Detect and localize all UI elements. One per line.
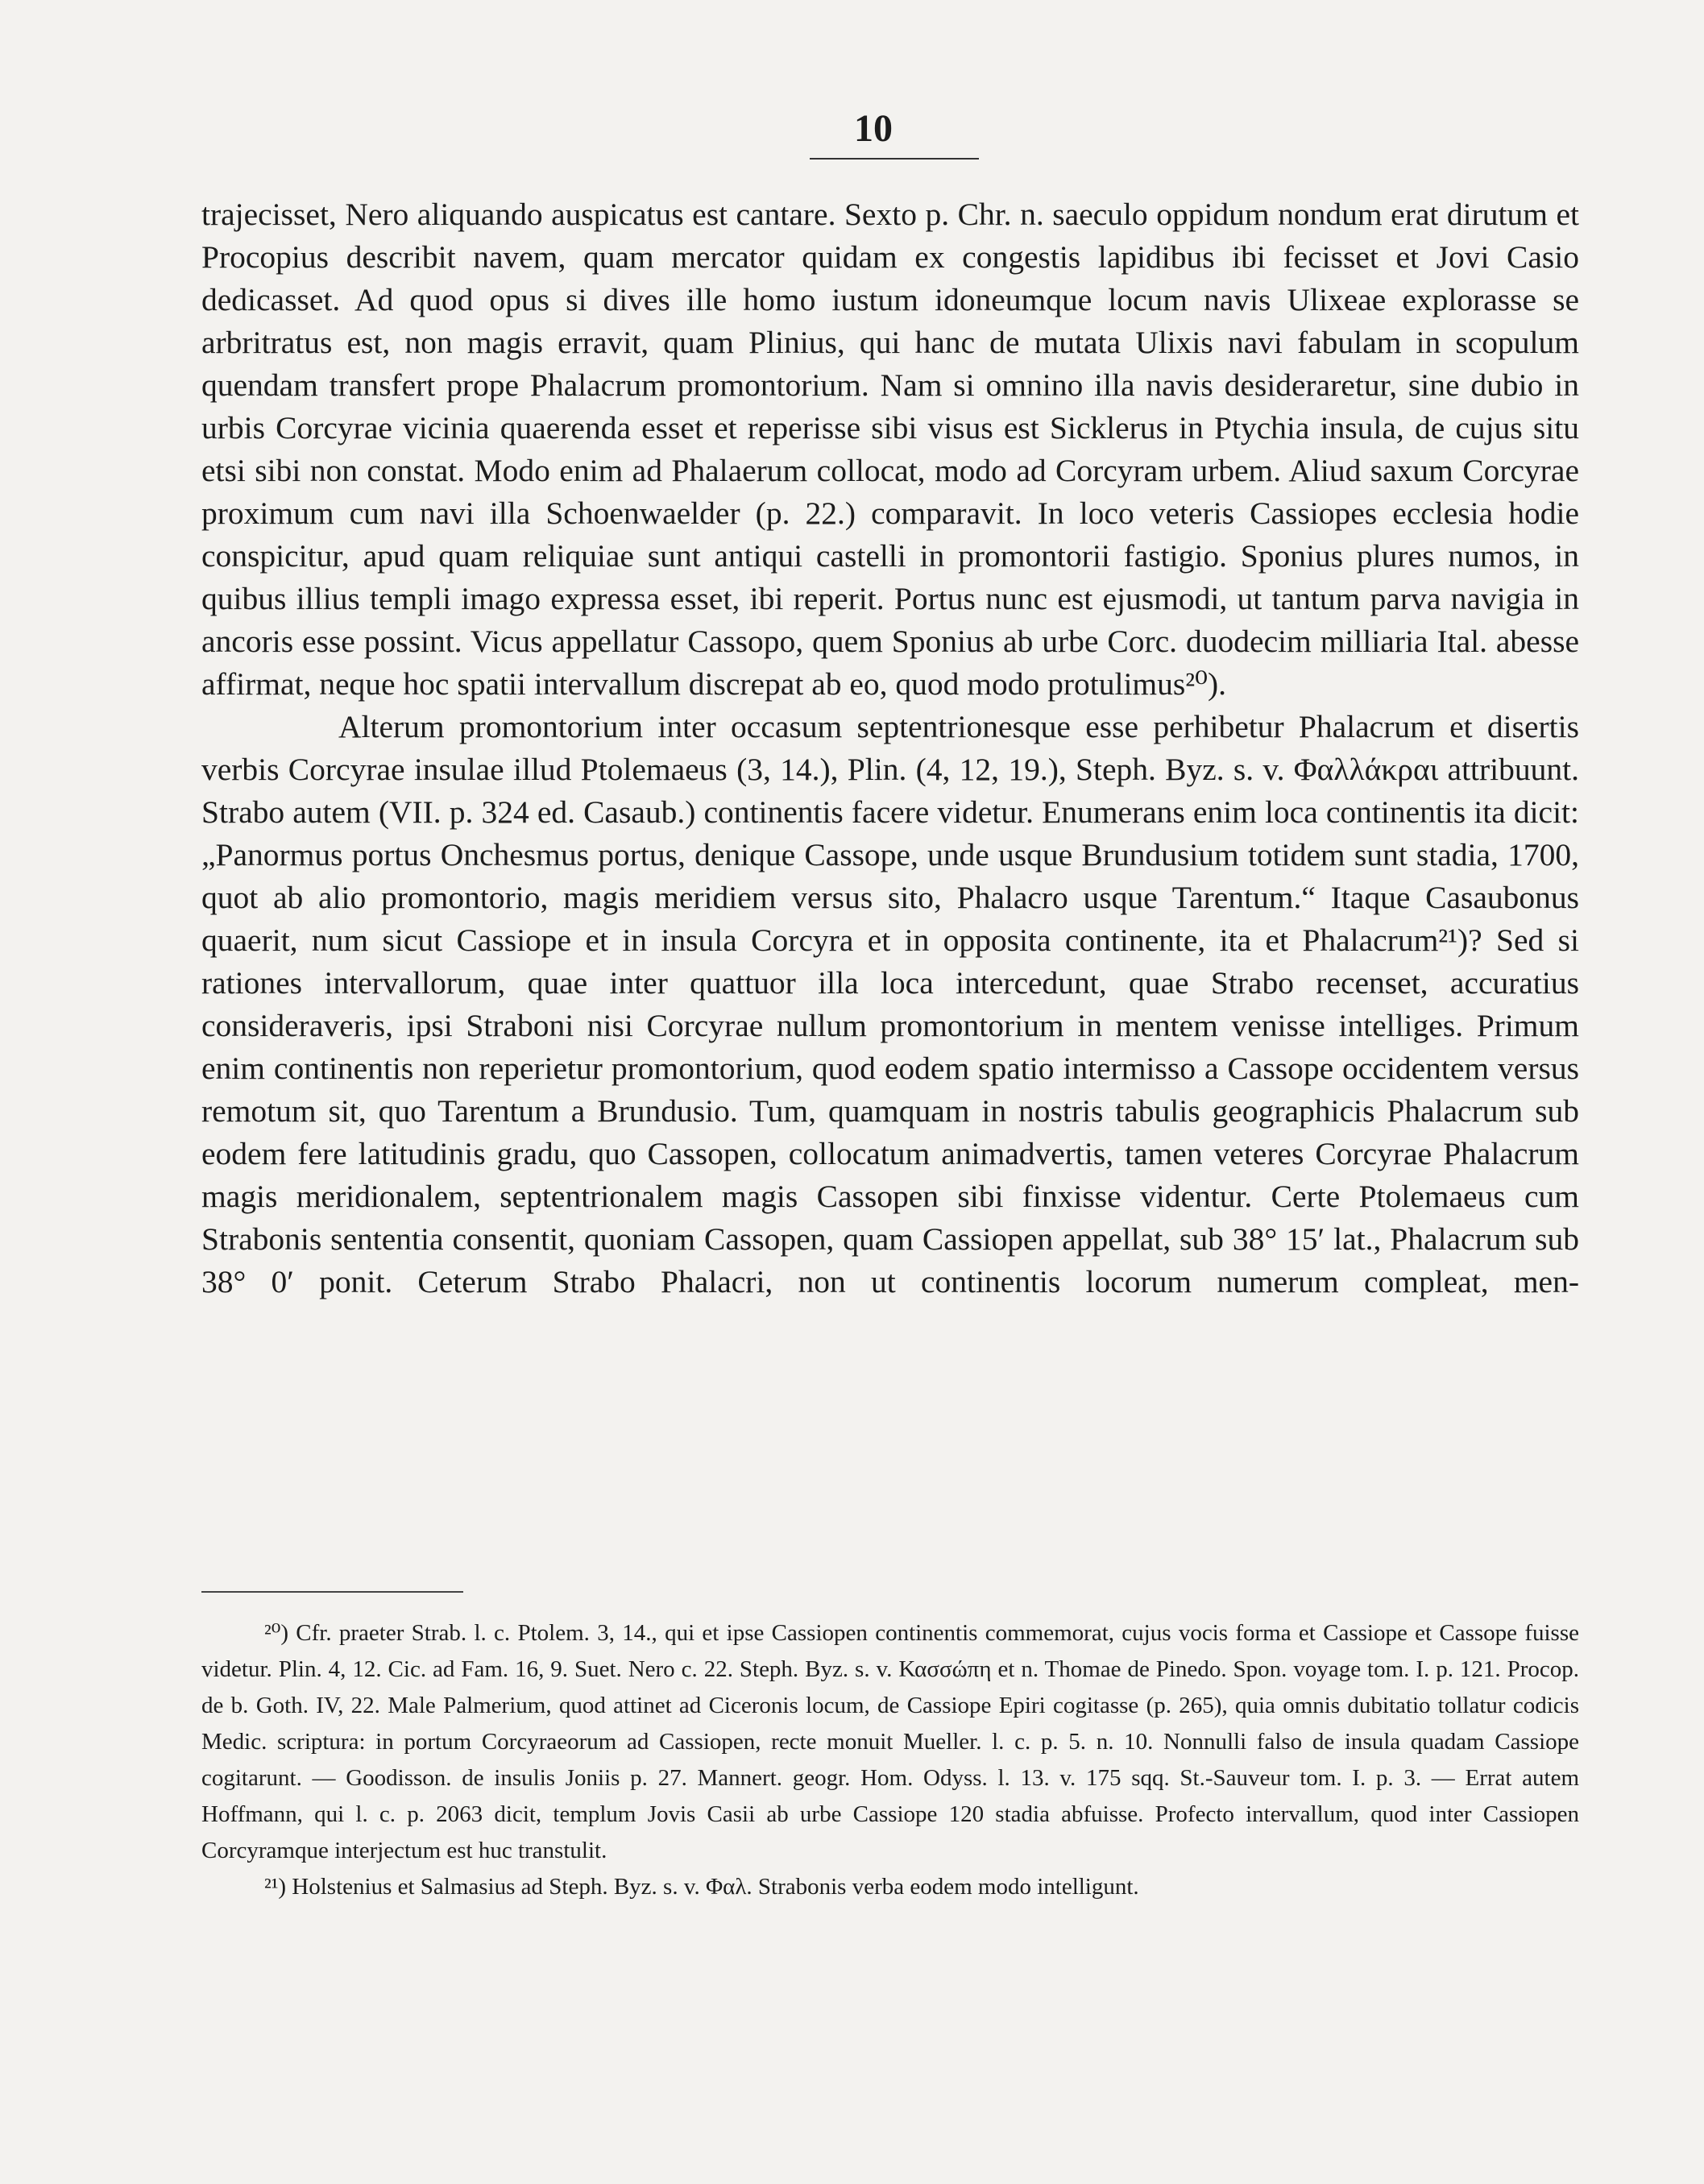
footnote-rule [201,1591,463,1593]
main-text [201,193,1579,1303]
header-rule [810,158,979,160]
page-number: 10 [854,107,893,150]
footnote-20: ²⁰) Cfr. praeter Strab. l. c. Ptolem. 3, 14., qui et ipse Cassiopen continentis commemorat, cujus vocis forma et Cassiope et Cassope fuisse videtur. Plin. 4, 12. Cic. ad Fam. 16, 9. Suet. Nero c. 22. Steph. Byz. s. v. Κασσώπη et n. Thomae de Pinedo. Spon. voyage tom. I. p. 121. Procop. de b. Goth. IV, 22. Male Palmerium, quod attinet ad Ciceronis locum, de Cassiope Epiri cogitasse (p. 265), quia omnis dubitatio tollatur codicis Medic. scriptura: in portum Corcyraeorum ad Cassiopen, recte monuit Mueller. l. c. p. 5. n. 10. Nonnulli falso de insula quadam Cassiope cogitarunt. — Goodisson. de insulis Joniis p. 27. Mannert. geogr. Hom. Odyss. l. 13. v. 175 sqq. St.-Sauveur tom. I. p. 3. — Errat autem Hoffmann, qui l. c. p. 2063 dicit, templum Jovis Casii ab urbe Cassiope 120 stadia abfuisse. Profecto intervallum, quod inter Cassiopen Corcyramque interjectum est huc transtulit. [201,1620,1579,1863]
footnote-21: ²¹) Holstenius et Salmasius ad Steph. Byz. s. v. Φαλ. Strabonis verba eodem modo intelligunt. [264,1874,1139,1900]
paragraph-1: trajecisset, Nero aliquando auspicatus est cantare. Sexto p. Chr. n. saeculo oppidum nondum erat dirutum et Procopius describit navem, quam mercator quidam ex congestis lapidibus ibi fecisset et Jovi Casio dedicasset. Ad quod opus si dives ille homo iustum idoneumque locum navis Ulixeae explorasse se arbritratus est, non magis erravit, quam Plinius, qui hanc de mutata Ulixis navi fabulam in scopulum quendam transfert prope Phalacrum promontorium. Nam si omnino illa navis desideraretur, sine dubio in urbis Corcyrae vicinia quaerenda esset et reperisse sibi visus est Sicklerus in Ptychia insula, de cujus situ etsi sibi non constat. Modo enim ad Phalaerum collocat, modo ad Corcyram urbem. Aliud saxum Corcyrae proximum cum navi illa Schoenwaelder (p. 22.) comparavit. In loco veteris Cassiopes ecclesia hodie conspicitur, apud quam reliquiae sunt antiqui castelli in promontorii fastigio. Sponius plures numos, in quibus illius templi imago expressa esset, ibi reperit. Portus nunc est ejusmodi, ut tantum parva navigia in ancoris esse possint. Vicus appellatur Cassopo, quem Sponius ab urbe Corc. duodecim milliaria Ital. abesse affirmat, neque hoc spatii intervallum discrepat ab eo, quod modo protulimus²⁰). [201,197,1579,702]
paragraph-2: Alterum promontorium inter occasum septentrionesque esse perhibetur Phalacrum et disertis verbis Corcyrae insulae illud Ptolemaeus (3, 14.), Plin. (4, 12, 19.), Steph. Byz. s. v. Φαλλάκραι attribuunt. Strabo autem (VII. p. 324 ed. Casaub.) continentis facere videtur. Enumerans enim loca continentis ita dicit: „Panormus portus Onchesmus portus, denique Cassope, unde usque Brundusium totidem sunt stadia, 1700, quot ab alio promontorio, magis meridiem versus sito, Phalacro usque Tarentum.“ Itaque Casaubonus quaerit, num sicut Cassiope et in insula Corcyra et in opposita continente, ita et Phalacrum²¹)? Sed si rationes intervallorum, quae inter quattuor illa loca intercedunt, quae Strabo recenset, accuratius consideraveris, ipsi Straboni nisi Corcyrae nullum promontorium in mentem venisse intelliges. Primum enim continentis non reperietur promontorium, quod eodem spatio intermisso a Cassope occidentem versus remotum sit, quo Tarentum a Brundusio. Tum, quamquam in nostris tabulis geographicis Phalacrum sub eodem fere latitudinis gradu, quo Cassopen, collocatum animadvertis, tamen veteres Corcyrae Phalacrum magis meridionalem, septentrionalem magis Cassopen sibi finxisse videntur. Certe Ptolemaeus cum Strabonis sententia consentit, quoniam Cassopen, quam Cassiopen appellat, sub 38° 15′ lat., Phalacrum sub 38° 0′ ponit. Ceterum Strabo Phalacri, non ut continentis locorum numerum compleat, men- [201,709,1579,1299]
footnotes [201,1615,1579,1905]
